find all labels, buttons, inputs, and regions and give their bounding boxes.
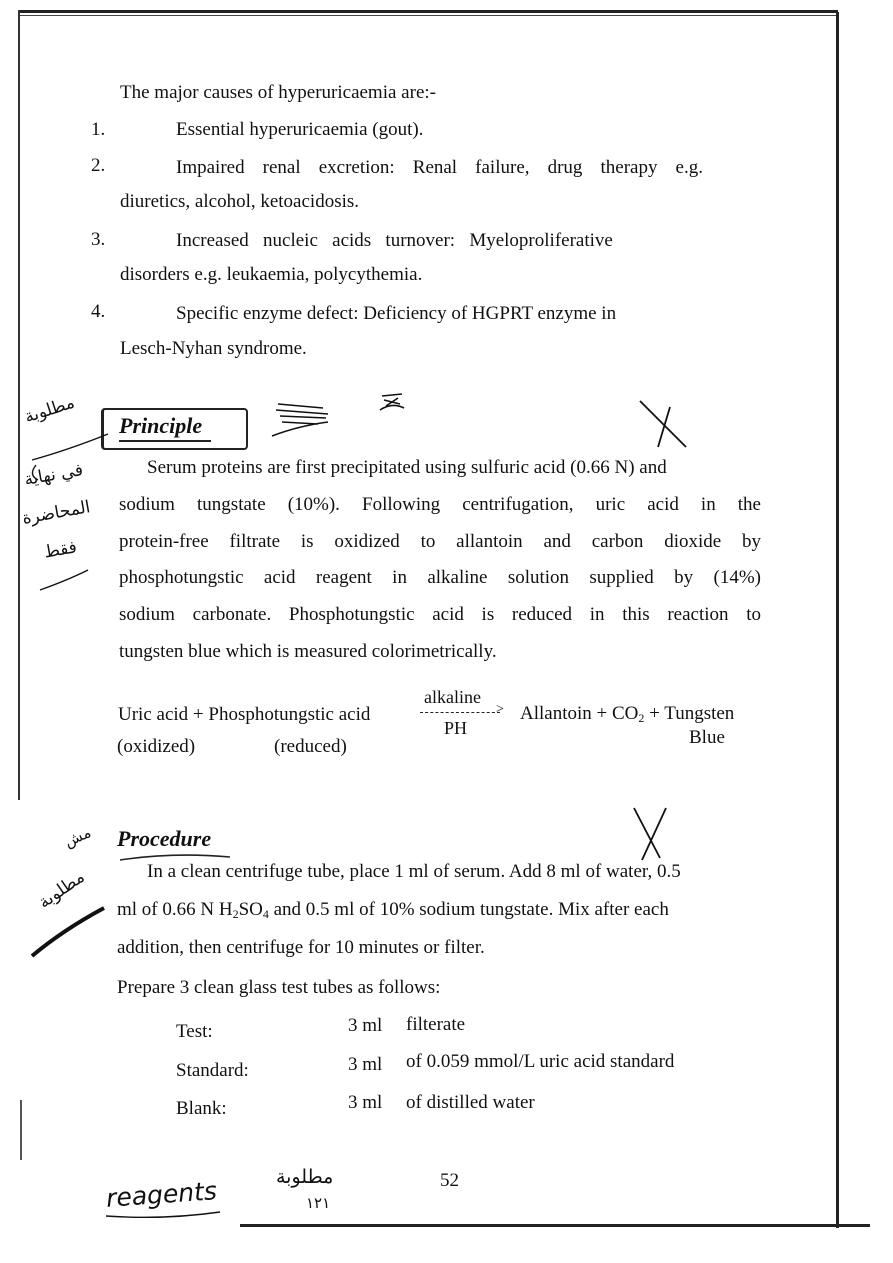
cross-mark-icon (630, 804, 676, 862)
tube-volume: 3 ml (348, 1015, 383, 1036)
cause-text-cont: diuretics, alcohol, ketoacidosis. (120, 191, 360, 212)
procedure-prepare: Prepare 3 clean glass test tubes as follows: (117, 977, 441, 998)
cause-number: 3. (91, 229, 106, 250)
procedure-line: In a clean centrifuge tube, place 1 ml of serum. Add 8 ml of water, 0.5 (147, 861, 681, 882)
tube-content: of distilled water (406, 1092, 535, 1113)
cause-text: Essential hyperuricaemia (gout). (176, 119, 424, 140)
cause-number: 1. (91, 119, 106, 140)
procedure-line: ml of 0.66 N $H_2SO_4$ and 0.5 ml of 10% sodium tungstate. Mix after each (117, 899, 669, 921)
page-border-top (18, 10, 838, 13)
tube-volume: 3 ml (348, 1054, 383, 1075)
procedure-line: addition, then centrifuge for 10 minutes or filter. (117, 937, 485, 958)
cause-text-cont: Lesch-Nyhan syndrome. (120, 338, 307, 359)
tube-label: Blank: (176, 1098, 227, 1119)
principle-line: sodium tungstate (10%). Following centrifugation, uric acid in the (119, 494, 761, 515)
tube-label: Standard: (176, 1060, 249, 1081)
cause-text: Increased nucleic acids turnover: Myeloproliferative (176, 230, 613, 251)
page-border-bottom (240, 1224, 870, 1227)
label-oxidized: (oxidized) (117, 736, 196, 757)
reaction-arrowhead: > (496, 702, 504, 717)
cause-text-cont: disorders e.g. leukaemia, polycythemia. (120, 264, 423, 285)
page-border-right (836, 12, 839, 1228)
causes-intro: The major causes of hyperuricaemia are:- (120, 82, 436, 103)
equation-products: Allantoin + $CO_2$ + Tungsten (520, 703, 735, 725)
tube-volume: 3 ml (348, 1092, 383, 1113)
handwritten-margin-note: مطلوبة (22, 392, 78, 428)
page-border-left (18, 10, 20, 800)
handwritten-margin-note: في نهاية (22, 460, 85, 490)
procedure-heading: Procedure (117, 826, 212, 851)
equation-condition-above: alkaline (424, 687, 481, 707)
handwritten-underline (104, 1208, 224, 1222)
principle-heading: Principle (119, 413, 203, 438)
principle-underline (119, 440, 211, 442)
handwritten-margin-strokes (28, 430, 118, 600)
handwritten-margin-note: مش (61, 823, 94, 851)
cause-number: 2. (91, 155, 106, 176)
handwritten-footer-note: reagents (105, 1176, 218, 1213)
handwritten-footer-note: ١٢١ (306, 1194, 331, 1212)
equation-reactants: Uric acid + Phosphotungstic acid (118, 704, 371, 725)
handwritten-margin-note: مطلوبة (34, 867, 89, 913)
tube-label: Test: (176, 1021, 213, 1042)
equation-products-line2: Blue (689, 727, 725, 748)
equation-condition-below: PH (444, 718, 468, 738)
cross-mark-icon (636, 397, 692, 451)
page-border-top-inner (18, 15, 838, 16)
principle-line: phosphotungstic acid reagent in alkaline solution supplied by (14%) (119, 567, 761, 588)
page-number: 52 (440, 1170, 459, 1191)
principle-line: sodium carbonate. Phosphotungstic acid is reduced in this reaction to (119, 604, 761, 625)
principle-line: protein-free filtrate is oxidized to allantoin and carbon dioxide by (119, 531, 761, 552)
reaction-arrow-line (420, 712, 500, 713)
cause-number: 4. (91, 301, 106, 322)
handwritten-footer-note: مطلوبة (276, 1166, 334, 1188)
scribble-icon (378, 388, 408, 416)
handwritten-margin-note: فقط (42, 537, 79, 563)
label-reduced: (reduced) (274, 736, 347, 757)
scribble-icon (268, 396, 340, 442)
handwritten-stroke (28, 900, 108, 960)
cause-text: Impaired renal excretion: Renal failure, drug therapy e.g. (176, 157, 703, 178)
tube-content: of 0.059 mmol/L uric acid standard (406, 1051, 675, 1072)
principle-line: tungsten blue which is measured colorimetrically. (119, 641, 497, 662)
page-border-left-lower (20, 1100, 22, 1160)
principle-line: Serum proteins are first precipitated using sulfuric acid (0.66 N) and (147, 457, 667, 478)
tube-content: filterate (406, 1014, 466, 1035)
handwritten-margin-note: المحاضرة (20, 497, 92, 529)
cause-text: Specific enzyme defect: Deficiency of HGPRT enzyme in (176, 303, 617, 324)
